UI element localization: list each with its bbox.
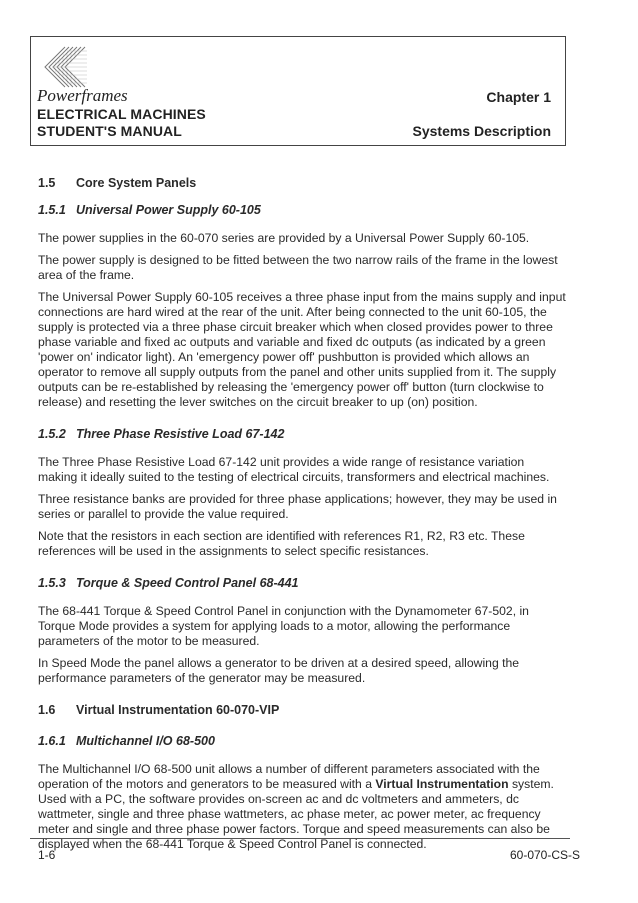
page-body: [38, 176, 566, 859]
feedback-logo-icon: [39, 45, 91, 89]
paragraph: The power supply is designed to be fitted between the two narrow rails of the frame in the lowest area of the frame.: [38, 253, 558, 282]
emphasis-text: Virtual Instrumentation: [375, 777, 509, 791]
section-title: Core System Panels: [76, 176, 197, 190]
paragraph: Note that the resistors in each section are identified with references R1, R2, R3 etc. These references will be used in the assignments to select specific resistances.: [38, 529, 525, 558]
paragraph: The power supplies in the 60-070 series are provided by a Universal Power Supply 60-105.: [38, 231, 530, 245]
chapter-label: Chapter 1: [486, 89, 551, 105]
section-number: 1.5.2: [38, 427, 66, 441]
section-title: Torque & Speed Control Panel 68-441: [76, 576, 299, 590]
document-code: 60-070-CS-S: [509, 848, 580, 862]
paragraph: In Speed Mode the panel allows a generator to be driven at a desired speed, allowing the performance parameters of the generator may be measured.: [38, 656, 520, 685]
section-number: 1.5: [38, 176, 56, 190]
section-title: Multichannel I/O 68-500: [76, 734, 215, 748]
subsection-heading-1-5-2: [38, 427, 566, 442]
paragraph: The Three Phase Resistive Load 67-142 unit provides a wide range of resistance variation making it ideally suited to the testing of electrical circuits, transformers and electrical machines.: [38, 455, 550, 484]
section-heading-1-6: [38, 703, 566, 718]
section-number: 1.5.1: [38, 203, 66, 217]
subsection-heading-1-5-3: [38, 576, 566, 591]
section-title: Universal Power Supply 60-105: [76, 203, 261, 217]
paragraph-text: system. Used with a PC, the software provides on-screen ac and dc voltmeters and ammeters, dc wattmeter, single and three phase wattmeters, ac phase meter, ac power meter, ac frequency meter and single and three phase power factors. Torque and speed measurements can also be displayed when the 68-441 Torque & Speed Control Panel is connected.: [38, 777, 554, 851]
paragraph: The Universal Power Supply 60-105 receives a three phase input from the mains supply and input connections are hard wired at the rear of the unit. After being connected to the unit 60-105, the supply is protected via a three phase circuit breaker which when closed provides power to three phase variable and fixed ac outputs and variable and fixed dc outputs (as indicated by a green 'power on' indicator light). An 'emergency power off' pushbutton is provided which allows an operator to remove all supply outputs from the panel and other units supplied from it. The supply outputs can be re-established by releasing the 'emergency power off' button (turn clockwise to release) and resetting the lever switches on the circuit breaker to up (on) position.: [38, 290, 566, 409]
section-title: Virtual Instrumentation 60-070-VIP: [76, 703, 280, 717]
subsection-heading-1-5-1: [38, 203, 566, 218]
paragraph: Three resistance banks are provided for three phase applications; however, they may be used in series or parallel to provide the value required.: [38, 492, 557, 521]
manual-subtitle: STUDENT'S MANUAL: [37, 123, 182, 139]
subsection-heading-1-6-1: [38, 734, 566, 749]
section-title: Three Phase Resistive Load 67-142: [76, 427, 285, 441]
manual-title: ELECTRICAL MACHINES: [37, 106, 206, 122]
section-number: 1.6: [38, 703, 56, 717]
chapter-title: Systems Description: [412, 123, 551, 139]
section-number: 1.5.3: [38, 576, 66, 590]
document-header: [30, 36, 566, 146]
section-heading-1-5: [38, 176, 566, 191]
brand-name: Powerframes: [37, 86, 128, 105]
paragraph: The 68-441 Torque & Speed Control Panel in conjunction with the Dynamometer 67-502, in Torque Mode provides a system for applying loads to a motor, allowing the performance parameters of the motor to be measured.: [38, 604, 529, 648]
paragraph-text: The Multichannel I/O 68-500 unit allows a number of different parameters associated with the operation of the motors and generators to be measured with a: [38, 762, 540, 791]
footer-divider: [30, 838, 570, 839]
section-number: 1.6.1: [38, 734, 66, 748]
page-number: 1-6: [38, 848, 56, 862]
